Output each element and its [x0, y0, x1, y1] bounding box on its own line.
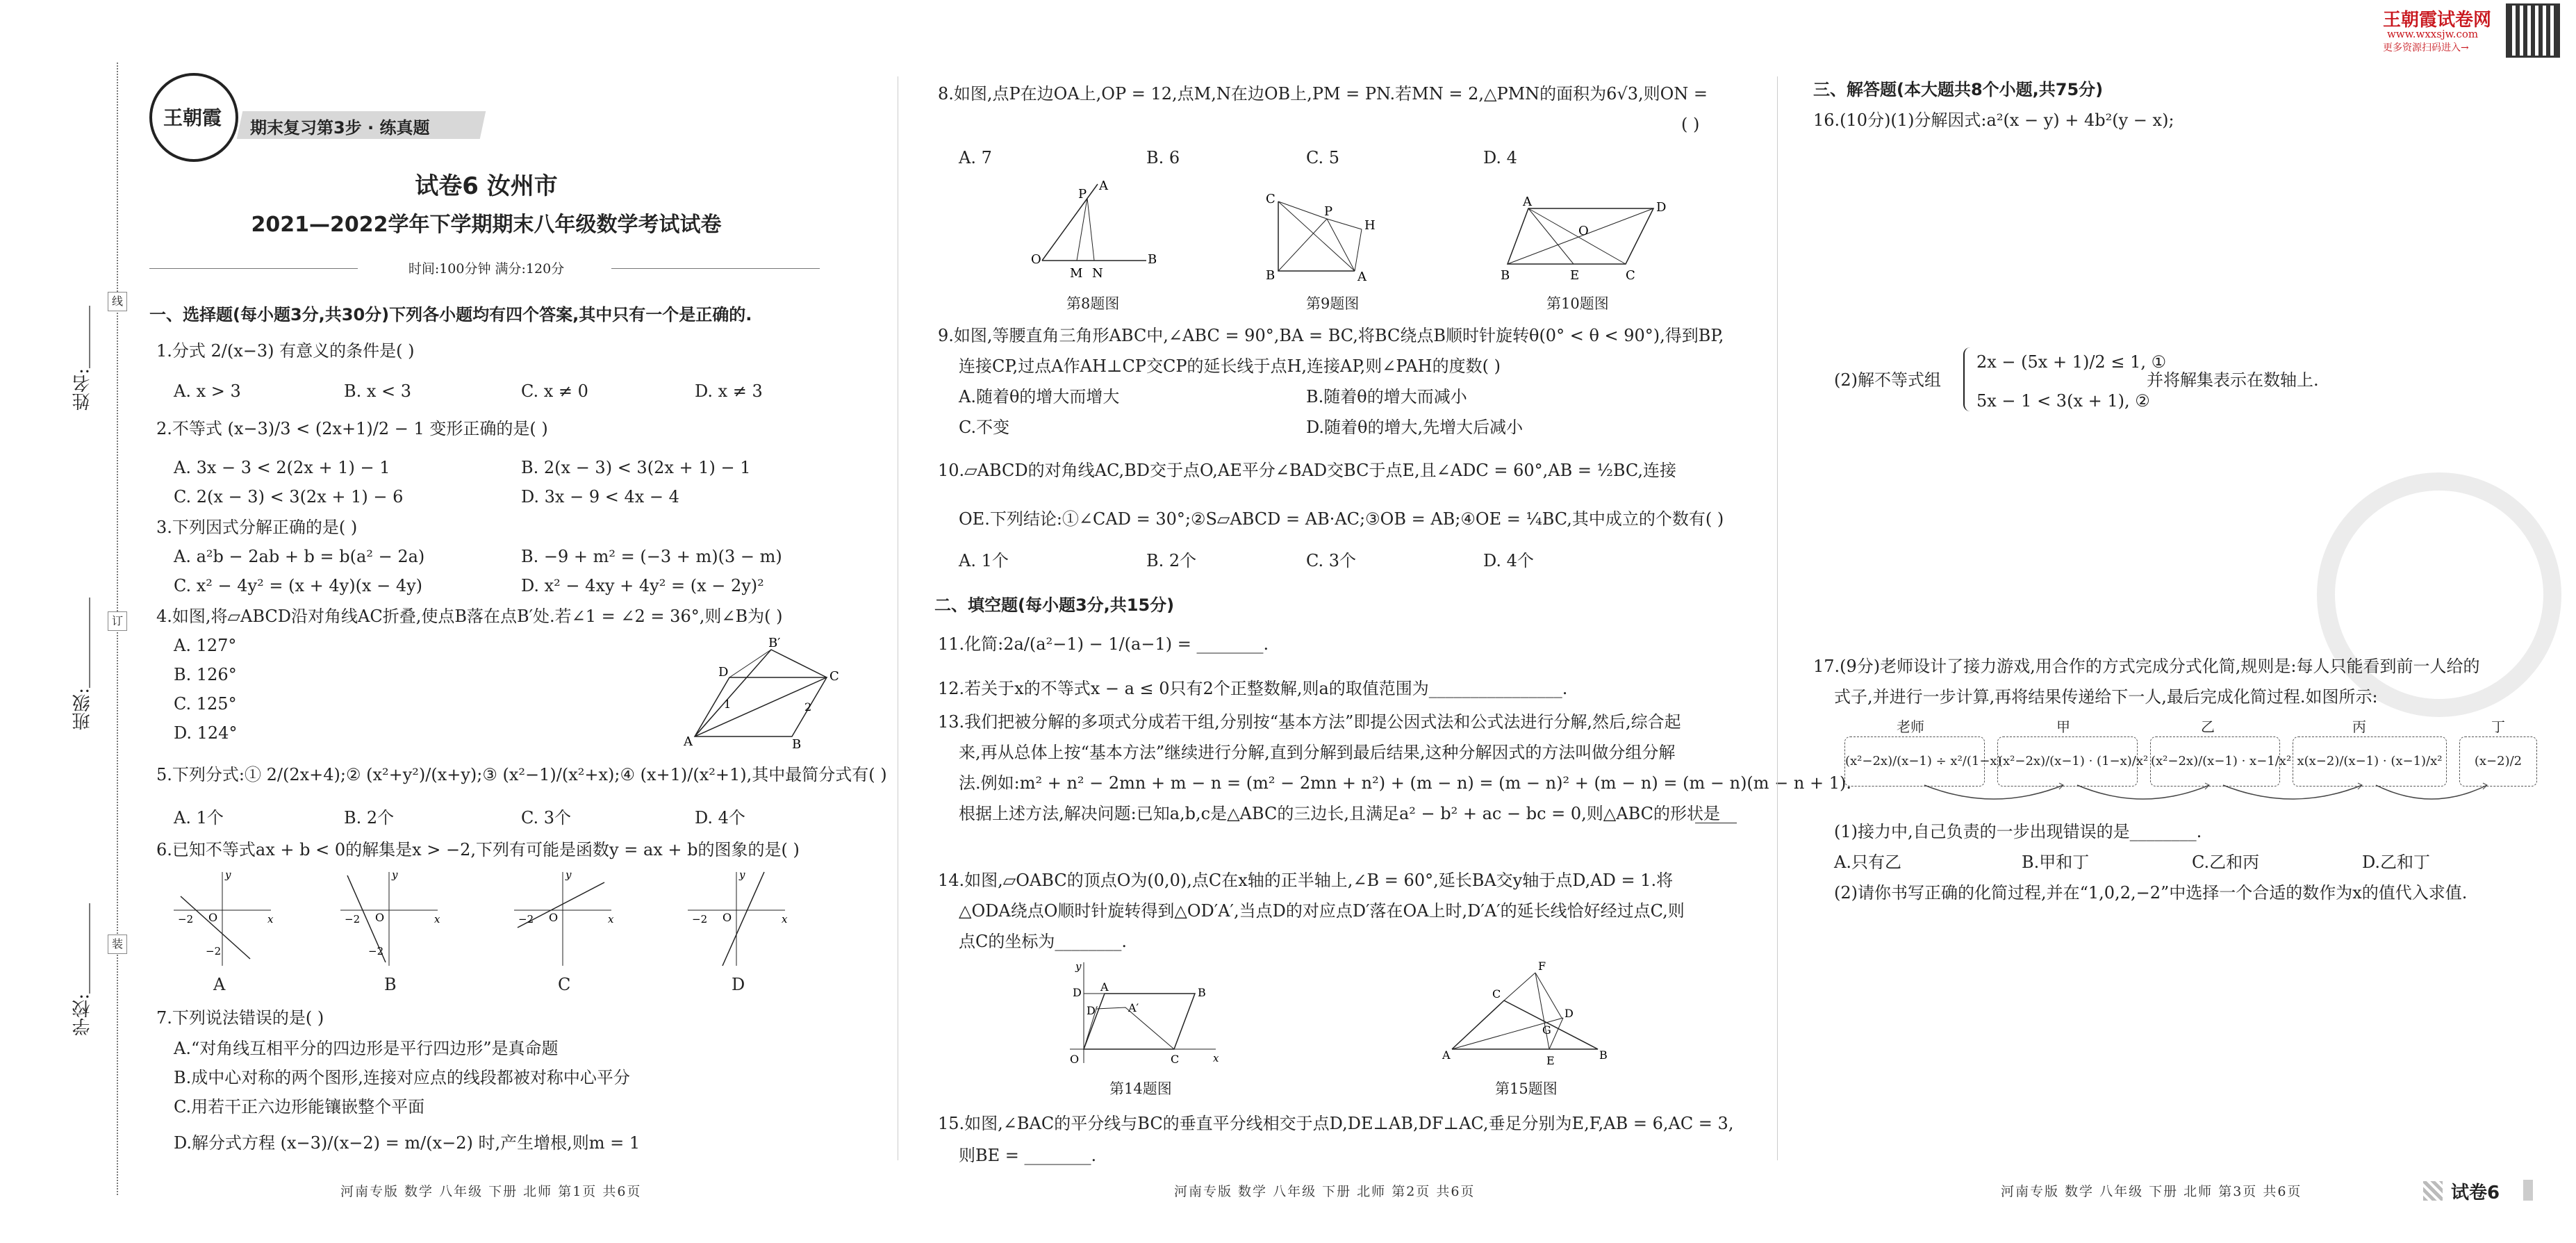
svg-text:y: y: [225, 869, 231, 881]
q13-line-2: 来,再从总体上按“基本方法”继续进行分解,直到分解到最后结果,这种分解因式的方法叫做分组分解: [959, 743, 1676, 762]
svg-text:A: A: [1357, 270, 1367, 284]
svg-text:O: O: [549, 911, 559, 924]
q8-stem: 8.如图,点P在边OA上,OP = 12,点M,N在边OB上,PM = PN.若MN = 2,△PMN的面积为6√3,则ON =: [938, 84, 1708, 104]
svg-text:y: y: [1075, 960, 1082, 973]
q1-stem: 1.分式 2/(x−3) 有意义的条件是( ): [156, 341, 415, 361]
svg-text:O: O: [1070, 1053, 1080, 1066]
section-2-heading: 二、填空题(每小题3分,共15分): [934, 595, 1175, 615]
q17-part-1: (1)接力中,自己负责的一步出现错误的是________.: [1834, 822, 2202, 841]
column-divider-2: [1777, 76, 1778, 1160]
exam-title: 试卷6 汝州市: [415, 172, 558, 200]
svg-text:x: x: [1213, 1052, 1219, 1064]
q8-caption: 第8题图: [1066, 295, 1120, 312]
q9-line-2: 连接CP,过点A作AH⊥CP交CP的延长线于点H,连接AP,则∠PAH的度数( ): [959, 356, 1501, 376]
svg-text:N: N: [1092, 266, 1103, 281]
site-tip: 更多资源扫码进入→: [2383, 42, 2469, 53]
svg-text:O: O: [1031, 252, 1041, 267]
svg-text:O: O: [1578, 224, 1589, 238]
chain-who-ding: 丁: [2491, 718, 2505, 735]
svg-text:E: E: [1570, 268, 1580, 283]
q16-part-1: 16.(10分)(1)分解因式:a²(x − y) + 4b²(y − x);: [1813, 110, 2174, 130]
svg-text:y: y: [565, 869, 572, 881]
q1-option-d[interactable]: D. x ≠ 3: [695, 381, 763, 401]
q7-option-c[interactable]: C.用若干正六边形能镶嵌整个平面: [174, 1097, 425, 1117]
q6-label-b[interactable]: B: [384, 975, 397, 994]
chain-arrows: [1917, 782, 2501, 813]
q4-figure: [681, 636, 848, 754]
q5-option-c[interactable]: C. 3个: [521, 808, 572, 828]
svg-text:x: x: [267, 913, 274, 925]
q7-option-a[interactable]: A.“对角线互相平分的四边形是平行四边形”是真命题: [174, 1039, 559, 1058]
svg-text:B: B: [792, 737, 802, 752]
svg-text:D: D: [1073, 986, 1082, 999]
q15-caption: 第15题图: [1495, 1080, 1558, 1097]
q13-line-4: 根据上述方法,解决问题:已知a,b,c是△ABC的三边长,且满足a² − b² + ac − bc = 0,则△ABC的形状是: [959, 804, 1721, 823]
q16-part-2-label: (2)解不等式组: [1834, 370, 1941, 390]
meta-rule-left: [149, 268, 358, 269]
school-blank[interactable]: [89, 903, 90, 994]
chain-who-jia: 甲: [2056, 718, 2070, 735]
svg-text:D: D: [718, 665, 729, 680]
q6-graph-c: [507, 869, 618, 973]
name-label: 姓名:: [72, 368, 93, 411]
q7-stem: 7.下列说法错误的是( ): [156, 1008, 324, 1028]
svg-text:H: H: [1364, 218, 1376, 233]
svg-text:O: O: [208, 911, 218, 924]
q8-option-a[interactable]: A. 7: [959, 148, 992, 167]
q3-option-c[interactable]: C. x² − 4y² = (x + 4y)(x − 4y): [174, 576, 423, 595]
q3-option-a[interactable]: A. a²b − 2ab + b = b(a² − 2a): [174, 547, 425, 566]
svg-text:2: 2: [804, 700, 812, 714]
q2-option-d[interactable]: D. 3x − 9 < 4x − 4: [521, 487, 679, 507]
q4-option-c[interactable]: C. 125°: [174, 694, 237, 714]
svg-text:E: E: [1546, 1054, 1555, 1067]
svg-text:B′: B′: [768, 636, 781, 650]
svg-text:−2: −2: [518, 913, 534, 925]
q5-option-d[interactable]: D. 4个: [695, 808, 745, 828]
qr-code-icon[interactable]: [2508, 6, 2558, 56]
q8-option-b[interactable]: B. 6: [1146, 148, 1180, 167]
exam-meta: 时间:100分钟 满分:120分: [408, 261, 565, 277]
svg-text:M: M: [1070, 266, 1083, 281]
q17-option-c[interactable]: C.乙和丙: [2192, 853, 2260, 872]
q2-option-b[interactable]: B. 2(x − 3) < 3(2x + 1) − 1: [521, 458, 751, 477]
svg-text:−2: −2: [368, 945, 384, 957]
svg-text:A: A: [1100, 980, 1109, 994]
q15-line-2: 则BE = ________.: [959, 1146, 1097, 1165]
q10-option-b[interactable]: B. 2个: [1146, 551, 1197, 570]
svg-text:D′: D′: [1087, 1004, 1098, 1017]
page-3-footer: 河南专版 数学 八年级 下册 北师 第3页 共6页: [2001, 1184, 2302, 1199]
chain-box-ding: (x−2)/2: [2459, 736, 2537, 787]
q16-inequality-1: 2x − (5x + 1)/2 ≤ 1, ①: [1976, 352, 2167, 372]
page-1-footer: 河南专版 数学 八年级 下册 北师 第1页 共6页: [340, 1184, 642, 1199]
q8-paren: ( ): [1681, 115, 1700, 134]
exam-subtitle: 2021—2022学年下学期期末八年级数学考试试卷: [251, 213, 722, 237]
q6-label-c[interactable]: C: [558, 975, 571, 994]
q16-part-2-tail: 并将解集表示在数轴上.: [2147, 370, 2319, 390]
svg-text:−2: −2: [206, 945, 222, 957]
q17-option-b[interactable]: B.甲和丁: [2022, 853, 2090, 872]
q1-option-c[interactable]: C. x ≠ 0: [521, 381, 588, 401]
q10-line-2: OE.下列结论:①∠CAD = 30°;②S▱ABCD = AB·AC;③OB = AB;④OE = ¼BC,其中成立的个数有( ): [959, 509, 1724, 529]
q14-line-3: 点C的坐标为________.: [959, 932, 1127, 951]
q10-option-a[interactable]: A. 1个: [959, 551, 1009, 570]
section-1-heading: 一、选择题(每小题3分,共30分)下列各小题均有四个答案,其中只有一个是正确的.: [149, 305, 752, 324]
svg-text:B: B: [1198, 986, 1206, 999]
svg-text:A′: A′: [1128, 1001, 1139, 1014]
q9-option-c[interactable]: C.不变: [959, 418, 1010, 437]
svg-text:O: O: [723, 911, 732, 924]
paper-tag-squares: [2423, 1181, 2443, 1201]
svg-text:P: P: [1078, 187, 1087, 201]
q13-line-3: 法.例如:m² + n² − 2mn + m − n = (m² − 2mn + n²) + (m − n) = (m − n)² + (m − n) = (m − n)(m − n + 1).: [959, 773, 1852, 793]
svg-text:O: O: [375, 911, 385, 924]
svg-text:A: A: [1523, 195, 1532, 209]
q1-option-b[interactable]: B. x < 3: [344, 381, 412, 401]
q4-option-b[interactable]: B. 126°: [174, 665, 237, 684]
chain-box-bing: x(x−2)/(x−1) · (x−1)/x²: [2293, 736, 2447, 787]
q6-label-d[interactable]: D: [732, 975, 745, 994]
margin-mark-1: 线: [108, 292, 127, 311]
svg-text:A: A: [1442, 1048, 1451, 1062]
q14-line-1: 14.如图,▱OABC的顶点O为(0,0),点C在x轴的正半轴上,∠B = 60°,延长BA交y轴于点D,AD = 1.将: [938, 871, 1674, 890]
page-2-footer: 河南专版 数学 八年级 下册 北师 第2页 共6页: [1174, 1184, 1476, 1199]
q6-label-a[interactable]: A: [213, 975, 226, 994]
chain-who-teacher: 老师: [1897, 718, 1924, 735]
school-label: 学校:: [72, 994, 93, 1036]
svg-text:P: P: [1324, 204, 1333, 219]
q6-graph-b: [333, 869, 445, 973]
class-label: 班级:: [72, 688, 93, 730]
class-blank[interactable]: [89, 598, 90, 688]
q14-caption: 第14题图: [1109, 1080, 1172, 1097]
meta-rule-right: [611, 268, 820, 269]
paper-tag: 试卷6: [2451, 1183, 2500, 1203]
q17-option-a[interactable]: A.只有乙: [1834, 853, 1901, 872]
q9-caption: 第9题图: [1306, 295, 1360, 312]
q17-line-2: 式子,并进行一步计算,再将结果传递给下一人,最后完成化简过程.如图所示:: [1834, 687, 2378, 707]
svg-text:F: F: [1538, 960, 1546, 973]
svg-text:x: x: [782, 913, 788, 925]
q5-stem: 5.下列分式:① 2/(2x+4);② (x²+y²)/(x+y);③ (x²−1)/(x²+x);④ (x+1)/(x²+1),其中最简分式有( ): [156, 765, 887, 784]
q8-option-c[interactable]: C. 5: [1306, 148, 1340, 167]
svg-text:x: x: [608, 913, 614, 925]
svg-text:x: x: [434, 913, 440, 925]
stage-badge-text: 期末复习第3步 · 练真题: [250, 118, 430, 138]
q10-figure: [1501, 195, 1667, 285]
svg-text:y: y: [392, 869, 398, 881]
q5-option-b[interactable]: B. 2个: [344, 808, 395, 828]
q14-line-2: △ODA绕点O顺时针旋转得到△OD′A′,当点D的对应点D′落在OA上时,D′A′的延长线恰好经过点C,则: [959, 901, 1685, 921]
q6-graph-d: [681, 869, 792, 973]
svg-text:D: D: [1564, 1007, 1574, 1020]
svg-text:C: C: [1492, 987, 1501, 1001]
q5-option-a[interactable]: A. 1个: [174, 808, 224, 828]
q9-option-b[interactable]: B.随着θ的增大而减小: [1306, 387, 1467, 406]
q16-inequality-2: 5x − 1 < 3(x + 1), ②: [1976, 391, 2150, 411]
seal-watermark: [2317, 472, 2561, 717]
margin-mark-3: 装: [108, 935, 127, 954]
q9-figure: [1264, 188, 1403, 285]
q17-line-1: 17.(9分)老师设计了接力游戏,用合作的方式完成分式化简,规则是:每人只能看到前一人给的: [1813, 657, 2480, 676]
svg-text:−2: −2: [692, 913, 708, 925]
svg-text:y: y: [739, 869, 745, 881]
q14-figure: [1056, 959, 1223, 1070]
chain-who-yi: 乙: [2201, 718, 2215, 735]
q9-option-a[interactable]: A.随着θ的增大而增大: [959, 387, 1120, 406]
q6-graph-a: [167, 869, 278, 973]
svg-text:C: C: [829, 669, 839, 684]
q6-stem: 6.已知不等式ax + b < 0的解集是x > −2,下列有可能是函数y = ax + b的图象的是( ): [156, 840, 800, 859]
q8-option-d[interactable]: D. 4: [1483, 148, 1517, 167]
q4-option-a[interactable]: A. 127°: [174, 636, 237, 655]
q16-system-brace: [1963, 347, 1973, 411]
q17-part-2: (2)请你书写正确的化简过程,并在“1,0,2,−2”中选择一个合适的数作为x的值代入求值.: [1834, 883, 2468, 903]
svg-text:D: D: [1656, 200, 1667, 215]
svg-text:B: B: [1501, 268, 1510, 283]
svg-text:C: C: [1626, 268, 1635, 283]
q13-line-1: 13.我们把被分解的多项式分成若干组,分别按“基本方法”即提公因式法和公式法进行分解,然后,综合起: [938, 712, 1681, 732]
svg-text:A: A: [684, 734, 693, 749]
q9-option-d[interactable]: D.随着θ的增大,先增大后减小: [1306, 418, 1524, 437]
chain-box-teacher: (x²−2x)/(x−1) ÷ x²/(1−x): [1844, 736, 1985, 787]
svg-text:C: C: [1171, 1053, 1180, 1066]
q10-option-c[interactable]: C. 3个: [1306, 551, 1357, 570]
q2-stem: 2.不等式 (x−3)/3 < (2x+1)/2 − 1 变形正确的是( ): [156, 419, 548, 438]
q3-stem: 3.下列因式分解正确的是( ): [156, 518, 358, 537]
q8-figure: [1028, 177, 1167, 281]
name-blank[interactable]: [89, 306, 90, 368]
q2-option-a[interactable]: A. 3x − 3 < 2(2x + 1) − 1: [174, 458, 390, 477]
q11: 11.化简:2a/(a²−1) − 1/(a−1) = ________.: [938, 634, 1269, 654]
q17-option-d[interactable]: D.乙和丁: [2362, 853, 2431, 872]
svg-text:C: C: [1266, 192, 1275, 206]
q15-figure: [1438, 959, 1619, 1070]
svg-text:B: B: [1148, 252, 1157, 267]
svg-text:B: B: [1599, 1048, 1608, 1062]
q7-option-d[interactable]: D.解分式方程 (x−3)/(x−2) = m/(x−2) 时,产生增根,则m = 1: [174, 1133, 641, 1153]
chain-box-jia: (x²−2x)/(x−1) · (1−x)/x²: [1997, 736, 2138, 787]
svg-text:1: 1: [724, 698, 732, 711]
q4-option-d[interactable]: D. 124°: [174, 723, 238, 743]
q12: 12.若关于x的不等式x − a ≤ 0只有2个正整数解,则a的取值范围为________________.: [938, 679, 1568, 698]
q1-option-a[interactable]: A. x > 3: [174, 381, 241, 401]
q7-option-b[interactable]: B.成中心对称的两个图形,连接对应点的线段都被对称中心平分: [174, 1068, 630, 1087]
q10-caption: 第10题图: [1546, 295, 1609, 312]
site-url[interactable]: www.wxxsjw.com: [2387, 28, 2479, 40]
site-logo[interactable]: 王朝霞试卷网: [2383, 10, 2492, 31]
brand-logo-text: 王朝霞: [163, 106, 222, 129]
q3-option-b[interactable]: B. −9 + m² = (−3 + m)(3 − m): [521, 547, 782, 566]
svg-text:−2: −2: [178, 913, 194, 925]
svg-text:A: A: [1099, 179, 1108, 193]
paper-tag-bar: [2523, 1180, 2533, 1201]
svg-text:G: G: [1542, 1023, 1551, 1037]
margin-mark-2: 订: [108, 611, 127, 631]
q10-line-1: 10.▱ABCD的对角线AC,BD交于点O,AE平分∠BAD交BC于点E,且∠ADC = 60°,AB = ½BC,连接: [938, 461, 1677, 480]
q2-option-c[interactable]: C. 2(x − 3) < 3(2x + 1) − 6: [174, 487, 404, 507]
q9-line-1: 9.如图,等腰直角三角形ABC中,∠ABC = 90°,BA = BC,将BC绕点B顺时针旋转θ(0° < θ < 90°),得到BP,: [938, 326, 1724, 345]
section-3-heading: 三、解答题(本大题共8个小题,共75分): [1813, 80, 2104, 99]
chain-box-yi: (x²−2x)/(x−1) · x−1/x²: [2150, 736, 2280, 787]
q10-option-d[interactable]: D. 4个: [1483, 551, 1534, 570]
q3-option-d[interactable]: D. x² − 4xy + 4y² = (x − 2y)²: [521, 576, 764, 595]
q15-line-1: 15.如图,∠BAC的平分线与BC的垂直平分线相交于点D,DE⊥AB,DF⊥AC,垂足分别为E,F,AB = 6,AC = 3,: [938, 1114, 1734, 1133]
q4-stem: 4.如图,将▱ABCD沿对角线AC折叠,使点B落在点B′处.若∠1 = ∠2 = 36°,则∠B为( ): [156, 607, 783, 626]
svg-text:−2: −2: [345, 913, 361, 925]
svg-text:B: B: [1266, 268, 1275, 283]
chain-who-bing: 丙: [2352, 718, 2366, 735]
